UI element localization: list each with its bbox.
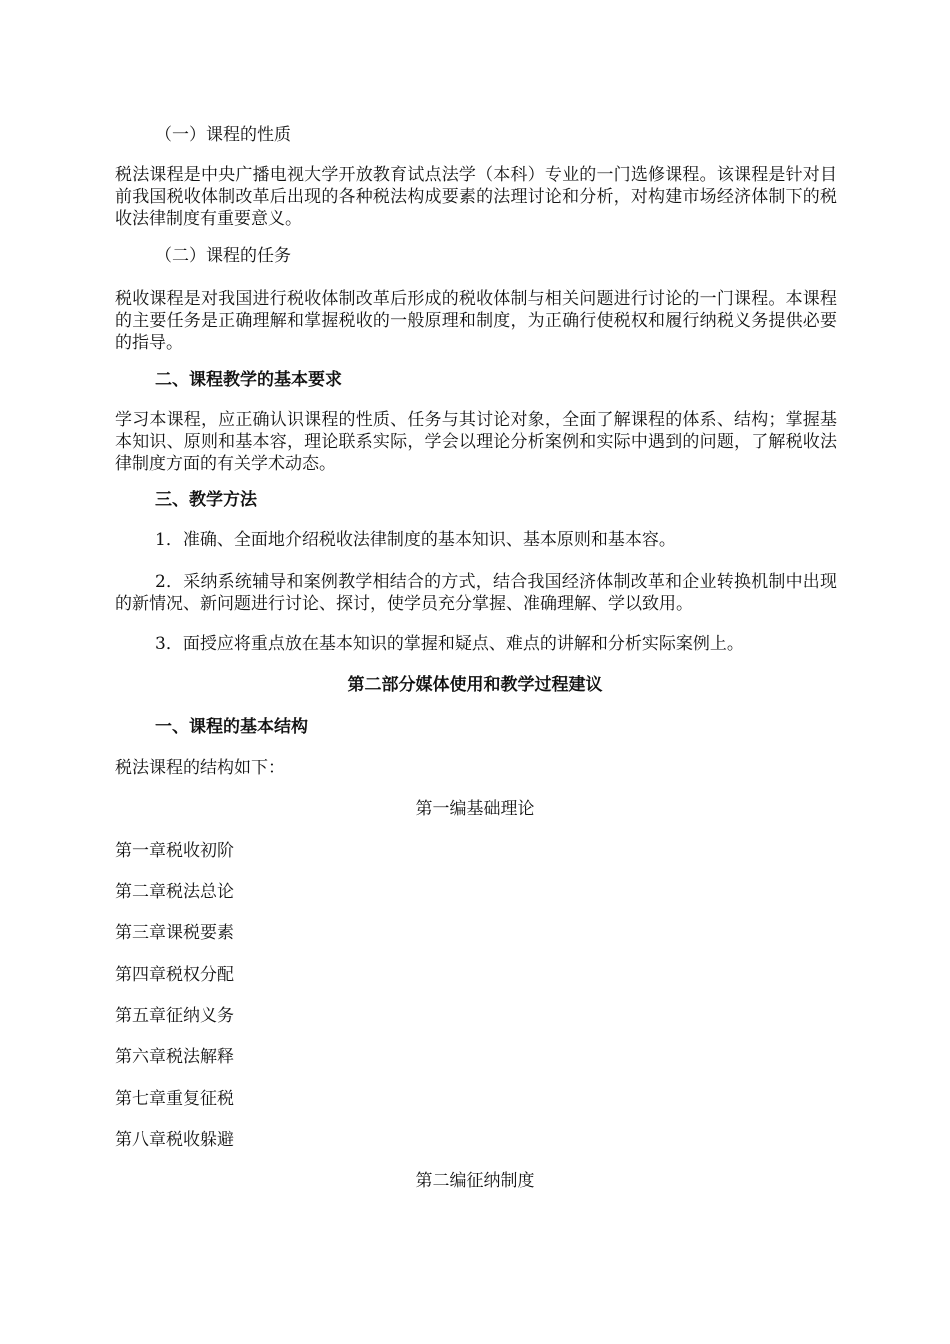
section-nature-paragraph: 税法课程是中央广播电视大学开放教育试点法学（本科）专业的一门选修课程。该课程是针对目前我国税收体制改革后出现的各种税法构成要素的法理讨论和分析，对构建市场经济体制下的税收法律制度有重要意义。 (115, 165, 837, 229)
structure-intro: 税法课程的结构如下： (115, 758, 285, 778)
chapter-item: 第一章税收初阶 (115, 841, 234, 861)
section-nature-heading: （一）课程的性质 (155, 125, 291, 145)
section-method-heading: 三、教学方法 (155, 490, 257, 510)
chapter-item: 第五章征纳义务 (115, 1006, 234, 1026)
chapter-item: 第六章税法解释 (115, 1047, 234, 1067)
chapter-item: 第七章重复征税 (115, 1089, 234, 1109)
method-item-2: 2．采纳系统辅导和案例教学相结合的方式，结合我国经济体制改革和企业转换机制中出现的新情况、新问题进行讨论、探讨，使学员充分掌握、准确理解、学以致用。 (115, 572, 837, 614)
section-task-paragraph: 税收课程是对我国进行税收体制改革后形成的税收体制与相关问题进行讨论的一门课程。本课程的主要任务是正确理解和掌握税收的一般原理和制度，为正确行使税权和履行纳税义务提供必要的指导。 (115, 289, 837, 353)
volume-two-title: 第二编征纳制度 (415, 1171, 535, 1191)
section-requirements-heading: 二、课程教学的基本要求 (155, 370, 342, 390)
chapter-item: 第二章税法总论 (115, 882, 234, 902)
method-item-1: 1．准确、全面地介绍税收法律制度的基本知识、基本原则和基本容。 (155, 530, 676, 550)
part-two-title: 第二部分媒体使用和教学过程建议 (347, 675, 603, 695)
structure-heading: 一、课程的基本结构 (155, 717, 308, 737)
chapter-item: 第八章税收躲避 (115, 1130, 234, 1150)
method-item-3: 3．面授应将重点放在基本知识的掌握和疑点、难点的讲解和分析实际案例上。 (155, 634, 744, 654)
chapter-item: 第四章税权分配 (115, 965, 234, 985)
section-task-heading: （二）课程的任务 (155, 246, 291, 266)
volume-one-title: 第一编基础理论 (415, 799, 535, 819)
chapter-item: 第三章课税要素 (115, 923, 234, 943)
section-requirements-paragraph: 学习本课程，应正确认识课程的性质、任务与其讨论对象，全面了解课程的体系、结构；掌握基本知识、原则和基本容，理论联系实际，学会以理论分析案例和实际中遇到的问题，了解税收法律制度方面的有关学术动态。 (115, 410, 837, 474)
